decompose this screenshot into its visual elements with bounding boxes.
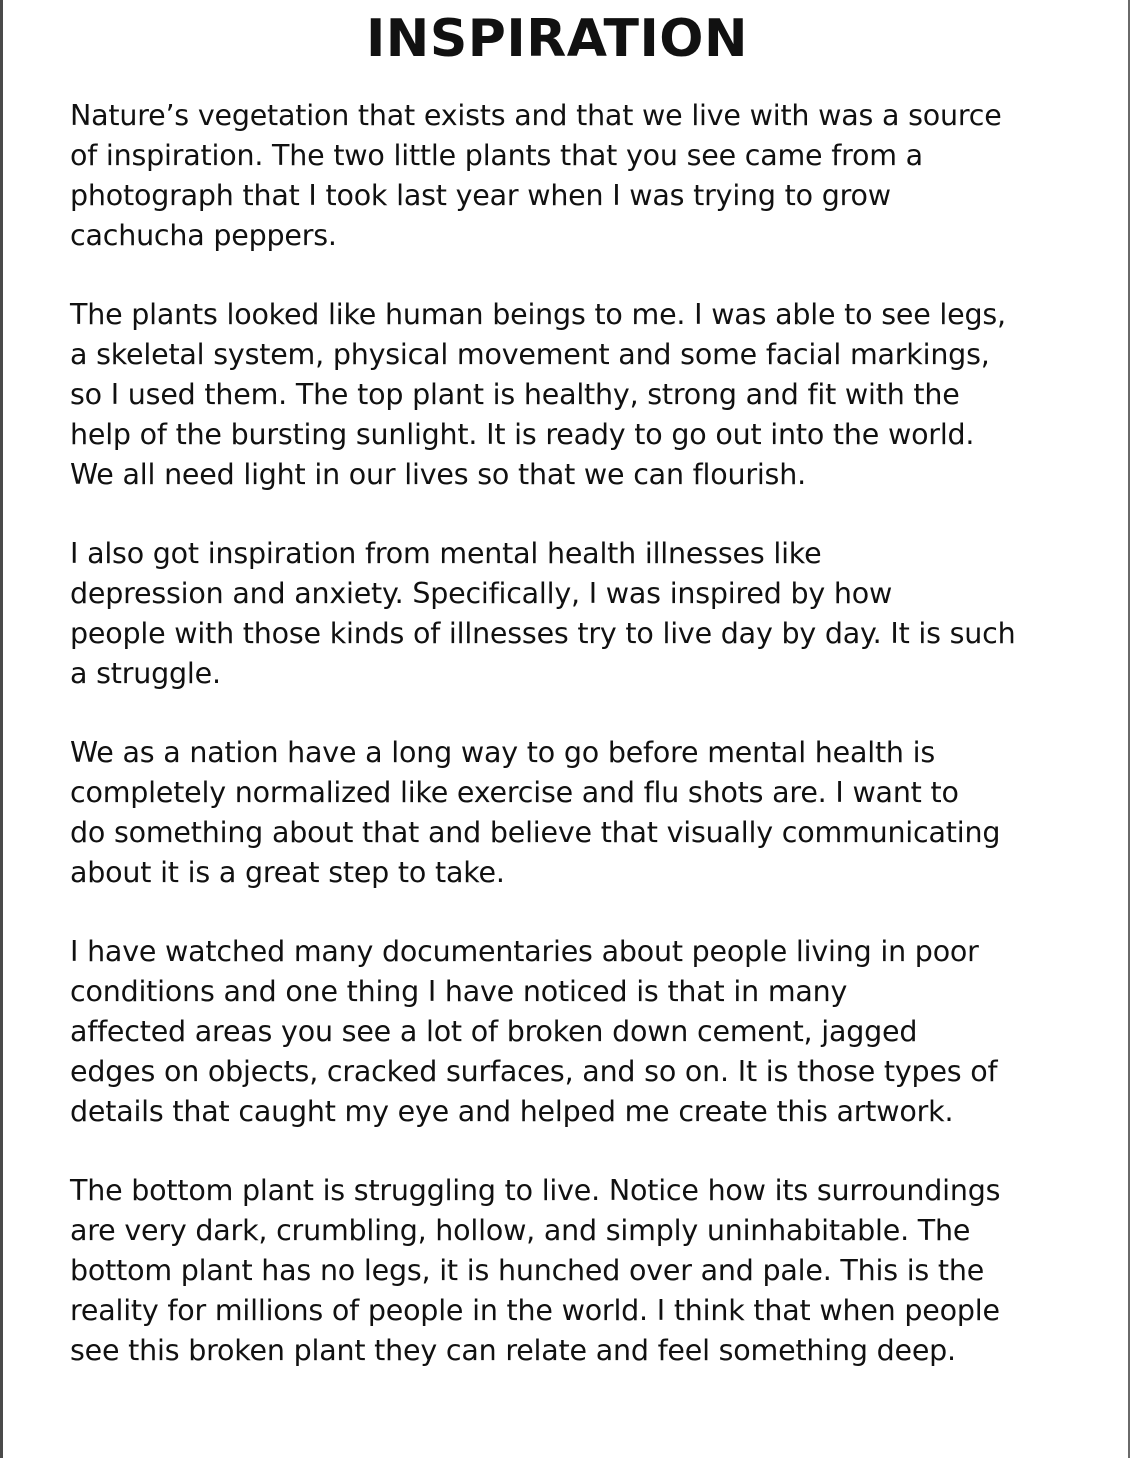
paragraph-1 [70,96,1110,256]
text-line: We as a nation have a long way to go before mental health is [70,736,936,769]
text-line: affected areas you see a lot of broken down cement, jagged [70,1015,918,1048]
text-line: completely normalized like exercise and flu shots are. I want to [70,776,959,809]
text-line: I also got inspiration from mental health illnesses like [70,537,822,570]
text-line: conditions and one thing I have noticed is that in many [70,975,848,1008]
text-line: cachucha peppers. [70,219,337,252]
text-line: reality for millions of people in the world. I think that when people [70,1294,1000,1327]
text-line: a skeletal system, physical movement and some facial markings, [70,338,990,371]
text-line: help of the bursting sunlight. It is ready to go out into the world. [70,418,975,451]
text-line: The plants looked like human beings to me. I was able to see legs, [70,298,1006,331]
text-line: depression and anxiety. Specifically, I was inspired by how [70,577,893,610]
text-line: Nature’s vegetation that exists and that we live with was a source [70,99,1002,132]
text-line: do something about that and believe that visually communicating [70,816,1001,849]
text-line: bottom plant has no legs, it is hunched over and pale. This is the [70,1254,985,1287]
paragraph-4 [70,733,1110,893]
paragraph-3 [70,534,1110,694]
document-page [3,0,1128,1458]
text-line: so I used them. The top plant is healthy, strong and fit with the [70,378,960,411]
text-line: of inspiration. The two little plants that you see came from a [70,139,923,172]
text-line: photograph that I took last year when I was trying to grow [70,179,891,212]
text-line: The bottom plant is struggling to live. Notice how its surroundings [70,1174,1001,1207]
text-line: people with those kinds of illnesses try to live day by day. It is such [70,617,1016,650]
paragraph-6 [70,1171,1110,1371]
body-text [70,96,1110,1410]
paragraph-2 [70,295,1110,495]
text-line: are very dark, crumbling, hollow, and simply uninhabitable. The [70,1214,971,1247]
text-line: about it is a great step to take. [70,856,505,889]
text-line: We all need light in our lives so that we can flourish. [70,458,806,491]
text-line: a struggle. [70,657,221,690]
text-line: see this broken plant they can relate and feel something deep. [70,1334,956,1367]
text-line: details that caught my eye and helped me create this artwork. [70,1095,954,1128]
text-line: I have watched many documentaries about people living in poor [70,935,979,968]
paragraph-5 [70,932,1110,1132]
text-line: edges on objects, cracked surfaces, and so on. It is those types of [70,1055,998,1088]
page-title: INSPIRATION [365,9,749,69]
